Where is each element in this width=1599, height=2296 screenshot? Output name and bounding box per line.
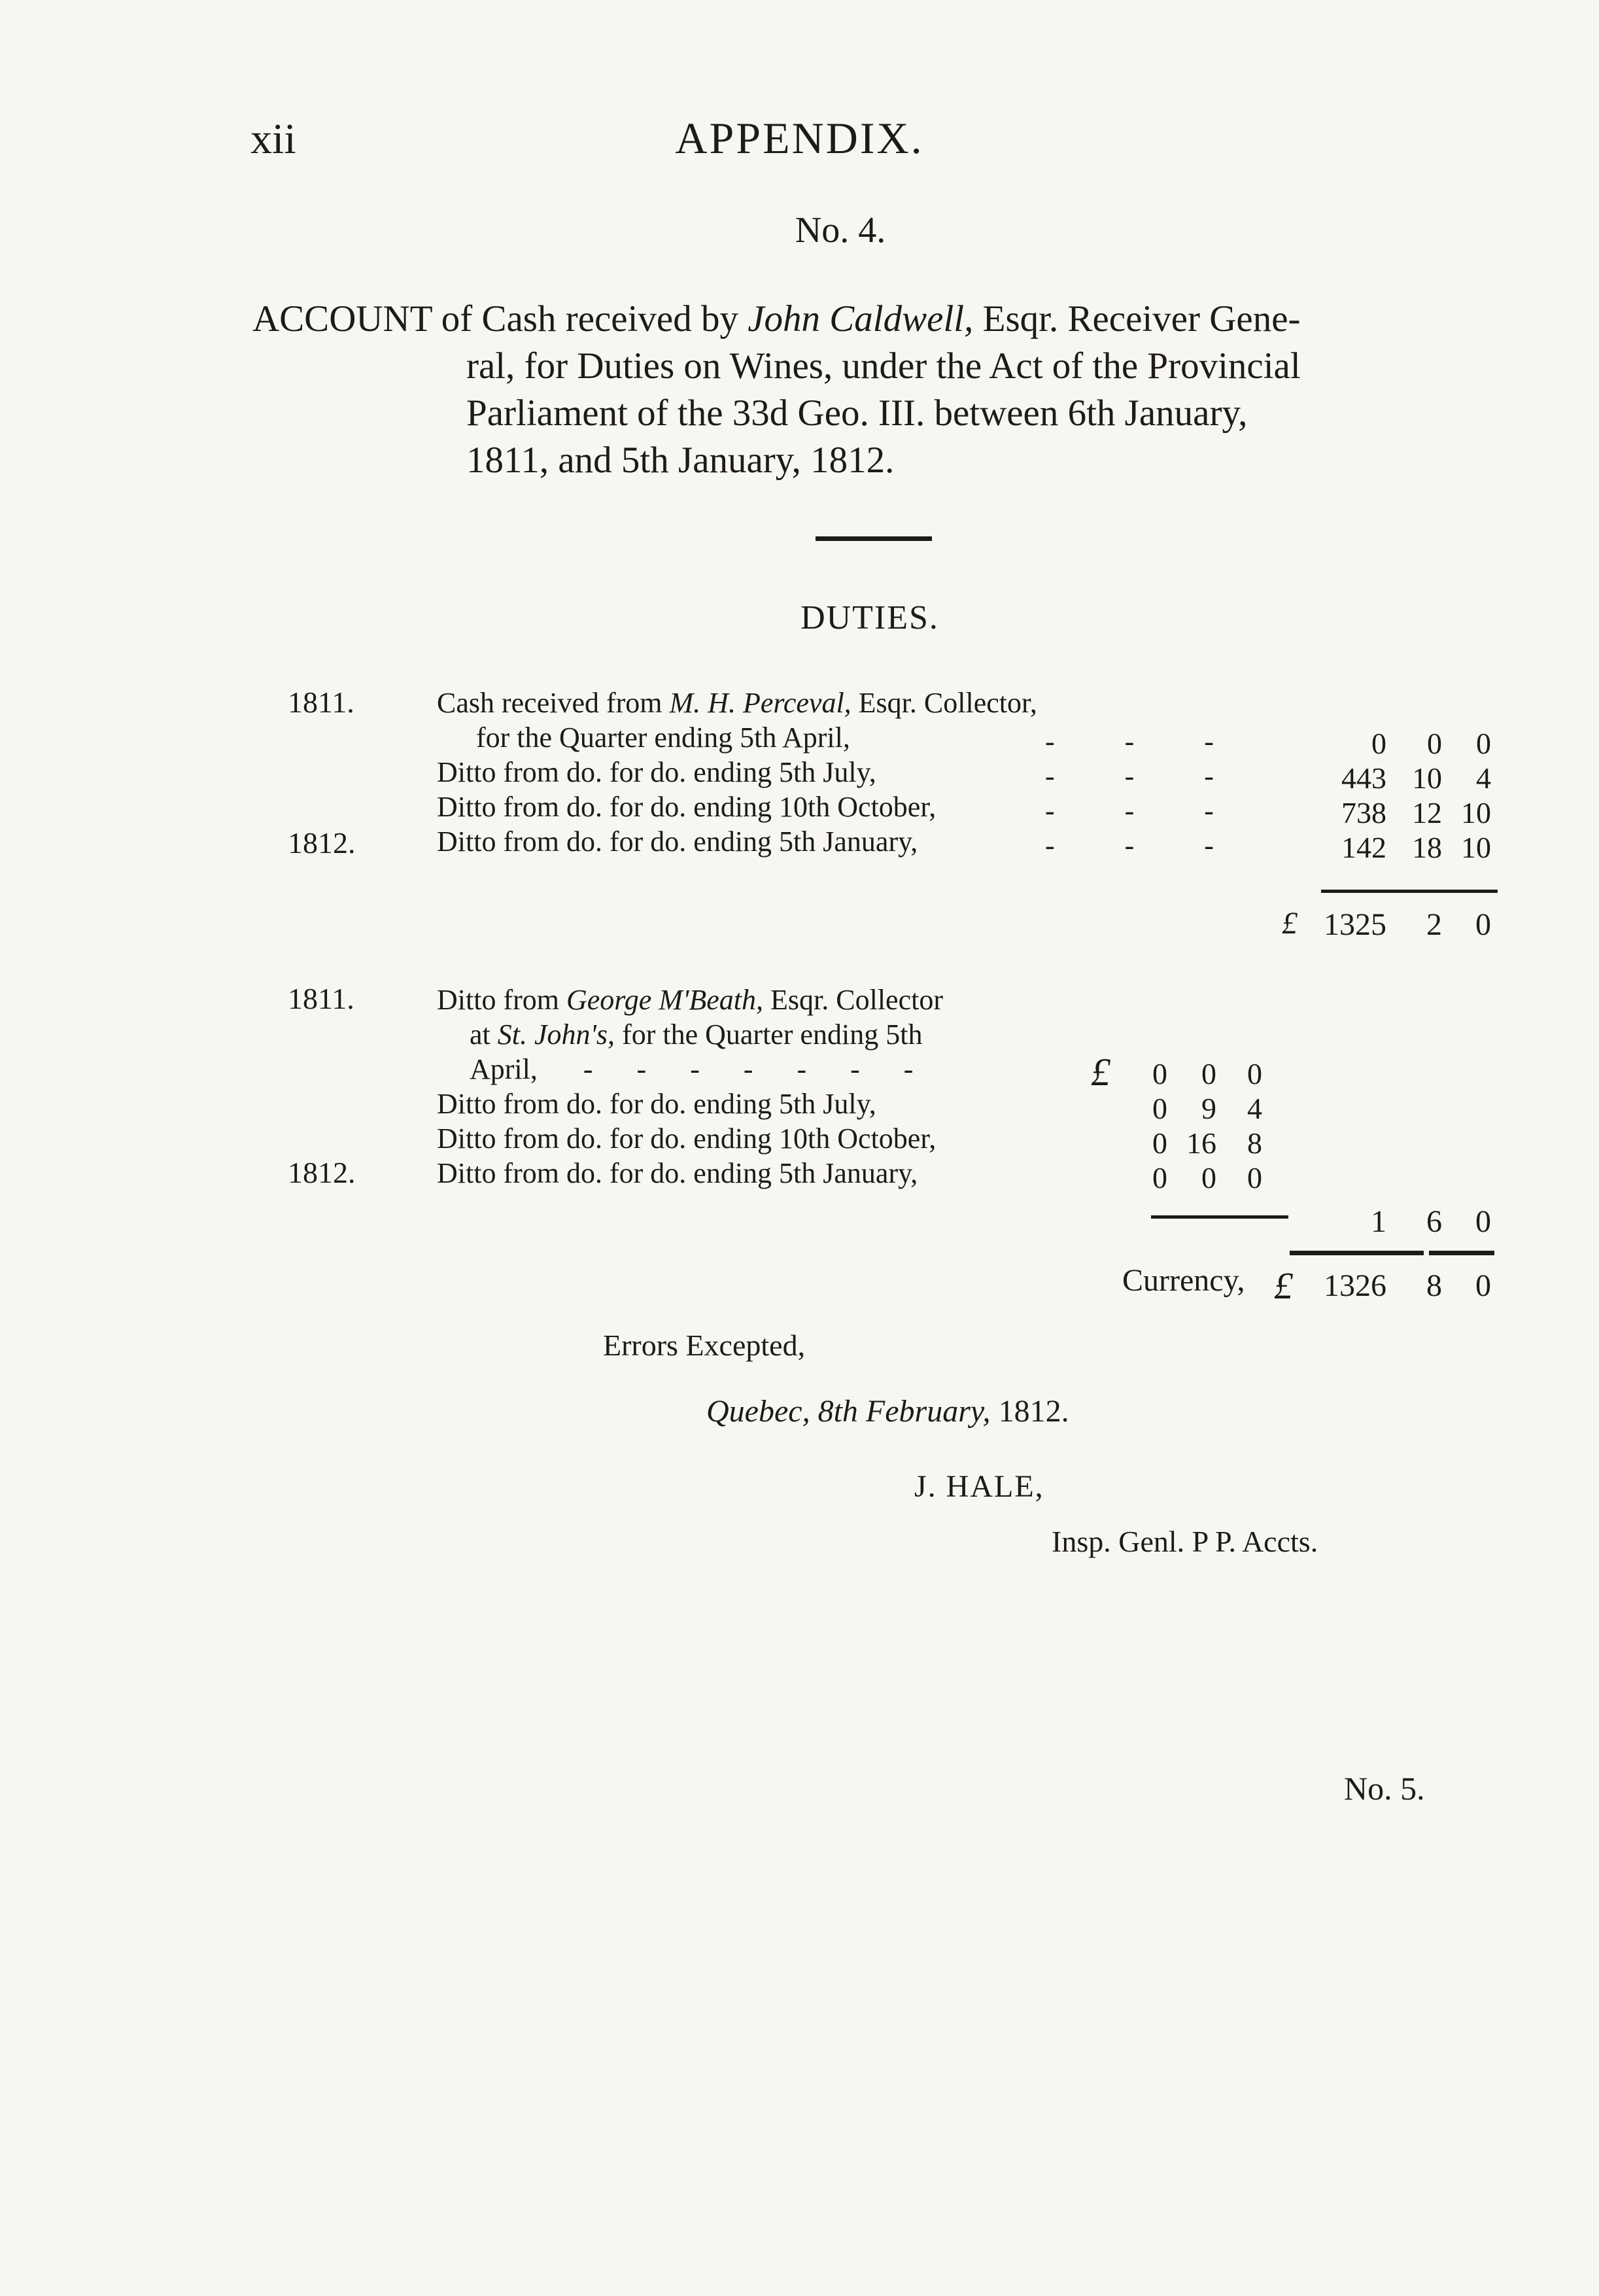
amount-pounds: 0 [1152,1057,1167,1090]
amount-pence: 0 [1476,727,1491,760]
errors-excepted: Errors Excepted, [603,1329,806,1362]
subtotal-pence: 0 [1475,1204,1491,1239]
perceval-entries [437,686,1037,859]
section-heading: DUTIES. [800,599,939,636]
grand-total-shillings: 8 [1426,1268,1442,1303]
amount-pence: 0 [1247,1057,1262,1090]
grand-total-pounds: 1326 [1324,1268,1386,1303]
total-pounds: 1325 [1324,907,1386,942]
mcbeath-line-4: Ditto from do. for do. ending 5th July, [437,1088,876,1120]
double-rule [1290,1251,1424,1255]
amount-pence: 10 [1461,796,1491,829]
catchword: No. 5. [1344,1770,1425,1807]
title-line-4: 1811, and 5th January, 1812. [466,440,895,481]
perceval-line-2: for the Quarter ending 5th April, [476,722,850,754]
signatory-office: Insp. Genl. P P. Accts. [1052,1525,1318,1558]
pound-sign: £ [1091,1051,1110,1094]
place-name: St. John's, [497,1018,615,1051]
running-title: APPENDIX. [675,113,924,163]
amount-shillings: 18 [1412,831,1442,864]
amount-pence: 8 [1247,1126,1262,1160]
subtotal-shillings: 6 [1426,1204,1442,1239]
collector-name: George M'Beath, [566,984,764,1016]
perceval-line-4: Ditto from do. for do. ending 10th October, [437,791,937,823]
leader-dashes: - - - [1045,725,1245,757]
amount-pounds: 0 [1371,727,1386,760]
amount-pence: 4 [1247,1092,1262,1125]
perceval-line-1: Cash received from M. H. Perceval, Esqr. Collector, [437,687,1037,719]
amount-pounds: 443 [1341,761,1386,795]
perceval-year-1811: 1811. [288,686,354,719]
perceval-line-5: Ditto from do. for do. ending 5th January, [437,826,918,858]
mcbeath-entries [437,983,943,1191]
perceval-year-1812: 1812. [288,826,356,860]
mcbeath-line-5: Ditto from do. for do. ending 10th October, [437,1122,937,1155]
page-number: xii [250,115,296,163]
title-line-2: ral, for Duties on Wines, under the Act of the Provincial [466,345,1301,387]
double-rule [1429,1251,1494,1255]
amount-pounds: 0 [1152,1161,1167,1194]
title-line-3: Parliament of the 33d Geo. III. between 6th January, [466,392,1248,434]
amount-shillings: 0 [1427,727,1442,760]
perceval-line-3: Ditto from do. for do. ending 5th July, [437,756,876,788]
amount-pounds: 142 [1341,831,1386,864]
pound-sign: £ [1282,906,1298,941]
amount-shillings: 0 [1201,1161,1216,1194]
amount-pence: 4 [1476,761,1491,795]
amount-shillings: 10 [1412,761,1442,795]
sum-rule [1151,1215,1288,1219]
leader-dashes: - - - - - - - [583,1053,932,1085]
document-number: No. 4. [795,210,886,251]
total-shillings: 2 [1426,907,1442,942]
amount-shillings: 12 [1412,796,1442,829]
subtotal-pounds: 1 [1371,1204,1386,1239]
title-line-1: ACCOUNT of Cash received by John Caldwell, Esqr. Receiver Gene- [252,298,1301,339]
amount-shillings: 9 [1201,1092,1216,1125]
place-date: Quebec, 8th February, 1812. [706,1394,1069,1429]
amount-pence: 10 [1461,831,1491,864]
amount-shillings: 0 [1201,1057,1216,1090]
currency-label: Currency, [1122,1263,1245,1298]
title-rule [816,536,932,541]
mcbeath-line-1: Ditto from George M'Beath, Esqr. Collector [437,984,943,1016]
account-title [252,296,1301,484]
grand-total-pence: 0 [1475,1268,1491,1303]
mcbeath-line-6: Ditto from do. for do. ending 5th January, [437,1157,918,1189]
receiver-name: John Caldwell, [748,298,974,339]
collector-name: M. H. Perceval, [669,687,851,719]
amount-shillings: 16 [1186,1126,1216,1160]
sum-rule [1321,890,1498,893]
pound-sign: £ [1274,1264,1293,1307]
total-pence: 0 [1475,907,1491,942]
leader-dashes: - - - [1045,829,1245,861]
amount-pounds: 0 [1152,1092,1167,1125]
signatory: J. HALE, [914,1469,1044,1504]
amount-pence: 0 [1247,1161,1262,1194]
leader-dashes: - - - [1045,795,1245,827]
mcbeath-line-2: at St. John's, for the Quarter ending 5th [470,1018,923,1051]
mcbeath-line-3: April, - - - - - - - [470,1053,932,1085]
amount-pounds: 738 [1341,796,1386,829]
mcbeath-year-1811: 1811. [288,982,354,1015]
amount-pounds: 0 [1152,1126,1167,1160]
leader-dashes: - - - [1045,760,1245,792]
mcbeath-year-1812: 1812. [288,1156,356,1189]
